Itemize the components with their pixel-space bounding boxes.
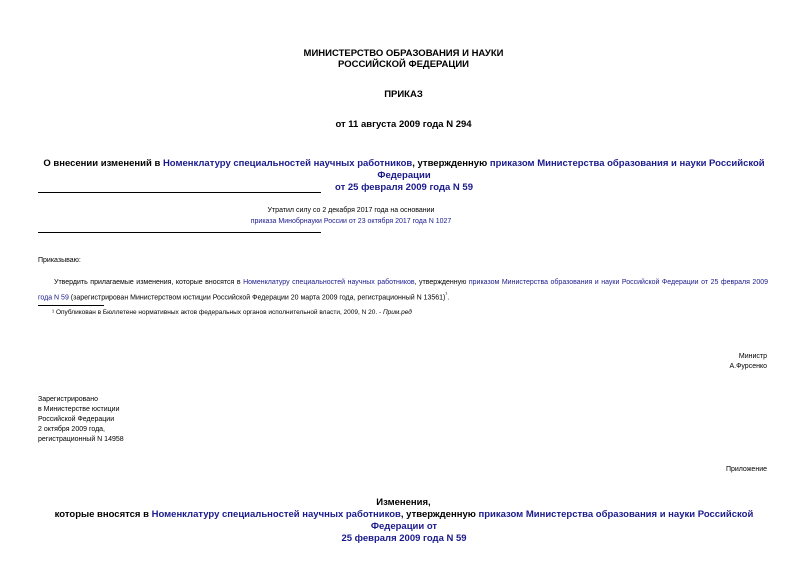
appendix-subheading	[30, 509, 778, 545]
footnote-note: Прим.ред	[382, 309, 412, 316]
appendix-link-order-a[interactable]: приказом Министерства образования и науки Российской Федерации от	[370, 509, 754, 532]
signature-name: А.Фурсенко	[729, 363, 767, 370]
appendix-label: Приложение	[725, 466, 767, 473]
registration-line-3: Российской Федерации	[38, 416, 115, 423]
signature-title: Министр	[738, 353, 767, 360]
title-part1: О внесении изменений в	[43, 158, 163, 169]
ministry-line-2: РОССИЙСКОЙ ФЕДЕРАЦИИ	[337, 59, 469, 70]
registration-line-2: в Министерстве юстиции	[38, 406, 120, 413]
status-link[interactable]: приказа Минобрнауки России от 23 октября 2017 года N 1027	[250, 218, 452, 225]
order-word: Приказываю:	[38, 257, 81, 264]
doc-type: ПРИКАЗ	[384, 89, 423, 100]
appendix-sub-part2: , утвержденную	[400, 509, 479, 520]
date-number: от 11 августа 2009 года N 294	[335, 119, 472, 130]
para-link-order[interactable]: приказом Министерства образования и науки Российской Федерации от 25 февраля 2009 года N 59	[38, 279, 769, 302]
para-start: Утвердить прилагаемые изменения, которые вносятся в	[54, 279, 244, 286]
registration-line-4: 2 октября 2009 года,	[38, 426, 106, 433]
appendix-link-nomenclature[interactable]: Номенклатуру специальностей научных работников	[151, 509, 401, 520]
document-title	[30, 158, 778, 194]
para-link-nomenclature[interactable]: Номенклатуру специальностей научных работников	[243, 279, 415, 286]
title-link-order-a[interactable]: приказом Министерства образования и науки Российской Федерации	[377, 158, 765, 181]
ministry-line-1: МИНИСТЕРСТВО ОБРАЗОВАНИЯ И НАУКИ	[303, 48, 504, 59]
appendix-sub-part1: которые вносятся в	[54, 509, 152, 520]
appendix-link-order-b[interactable]: 25 февраля 2009 года N 59	[341, 533, 467, 544]
title-link-nomenclature[interactable]: Номенклатуру специальностей научных работников	[162, 158, 413, 169]
status-bottom-rule	[38, 232, 321, 233]
footnote-text: Опубликован в Бюллетене нормативных актов федеральных органов исполнительной власти, 2009, N 20. -	[54, 309, 383, 316]
title-part2: , утвержденную	[412, 158, 490, 169]
footnote-rule	[38, 305, 104, 306]
para-end: (зарегистрирован Министерством юстиции Российской Федерации 20 марта 2009 года, регистрационный N 13561)	[68, 294, 446, 302]
signature-block	[729, 352, 767, 372]
registration-block	[38, 395, 124, 445]
para-footnote-marker[interactable]: ¹	[445, 292, 448, 298]
title-link-order-b[interactable]: от 25 февраля 2009 года N 59	[335, 182, 473, 193]
registration-line-5: регистрационный N 14958	[38, 436, 124, 443]
status-line: Утратил силу со 2 декабря 2017 года на основании	[267, 207, 435, 214]
registration-line-1: Зарегистрировано	[38, 396, 98, 403]
order-paragraph	[38, 276, 768, 304]
appendix-heading: Изменения,	[376, 497, 431, 508]
status-top-rule	[38, 192, 321, 193]
para-mid: , утвержденную	[414, 279, 469, 286]
para-period: .	[447, 294, 450, 302]
footnote	[52, 309, 412, 316]
footnote-marker: ¹	[52, 309, 55, 316]
